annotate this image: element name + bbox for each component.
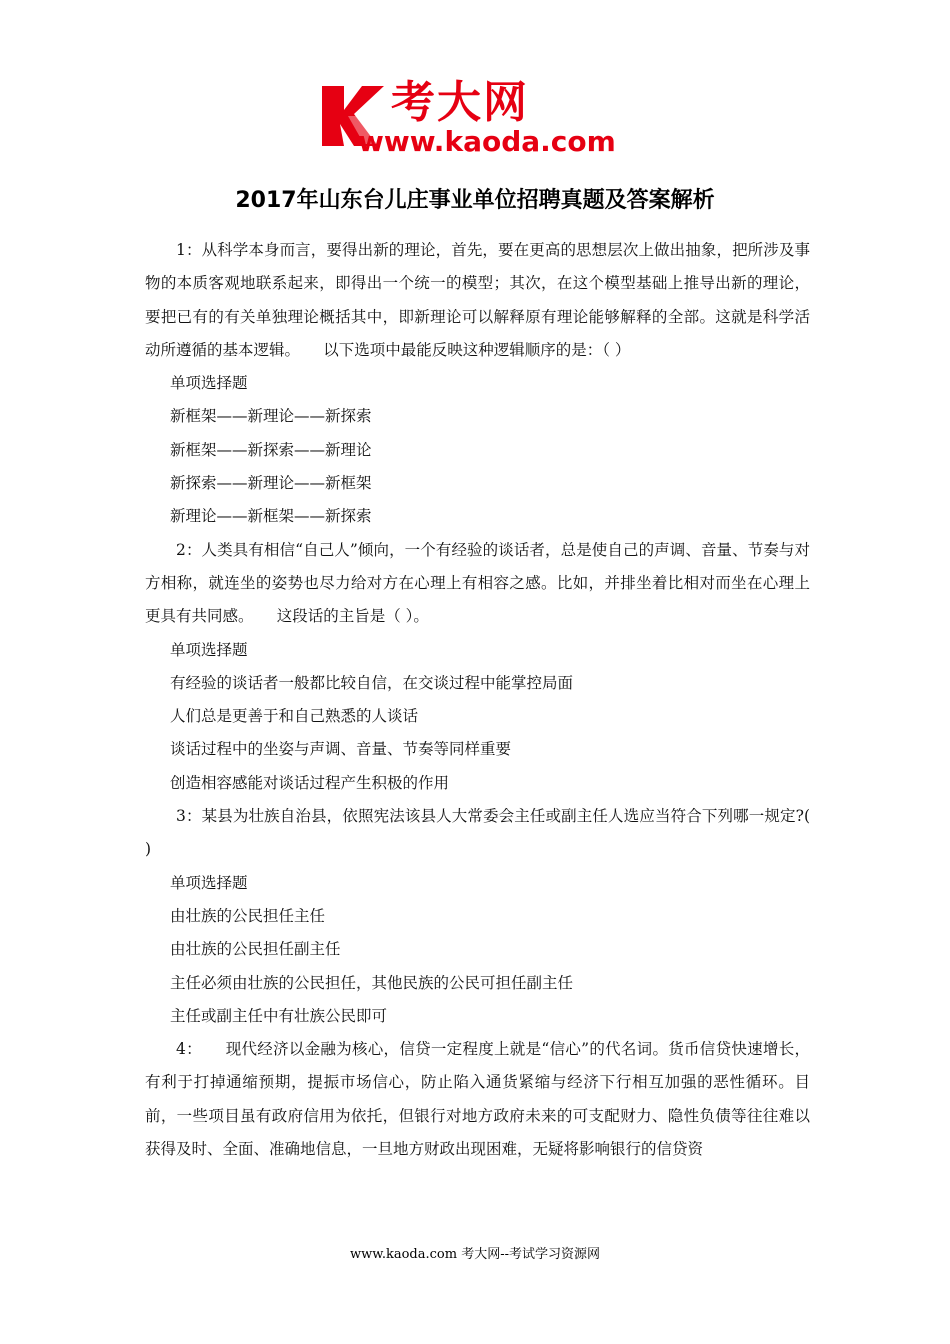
question-3-text: 3：某县为壮族自治县，依照宪法该县人大常委会主任或副主任人选应当符合下列哪一规定?( ) [145, 807, 810, 859]
question-3-option: 主任或副主任中有壮族公民即可 [170, 1006, 388, 1025]
question-2-option: 创造相容感能对谈话过程产生积极的作用 [170, 773, 450, 792]
question-3-type: 单项选择题 [170, 873, 248, 892]
question-2-text: 2：人类具有相信“自己人”倾向，一个有经验的谈话者，总是使自己的声调、音量、节奏与对方相称，就连坐的姿势也尽力给对方在心理上有相容之感。比如，并排坐着比相对而坐在心理上更具有共同感。 这段话的主旨是（ ）。 [145, 540, 810, 626]
page-title: 2017年山东台儿庄事业单位招聘真题及答案解析 [235, 188, 715, 213]
question-2-option: 谈话过程中的坐姿与声调、音量、节奏等同样重要 [170, 740, 512, 759]
logo-url-text: www.kaoda.com [358, 125, 616, 158]
question-2-option: 人们总是更善于和自己熟悉的人谈话 [170, 707, 419, 726]
question-1-option: 新探索——新理论——新框架 [170, 474, 372, 493]
question-3-option: 由壮族的公民担任主任 [170, 906, 326, 925]
page-footer[interactable]: www.kaoda.com 考大网--考试学习资源网 [350, 1247, 600, 1262]
logo-cn-text: 考大网 [391, 77, 529, 128]
question-2-type: 单项选择题 [170, 640, 248, 659]
kaoda-logo[interactable] [318, 77, 638, 162]
question-1-text: 1：从科学本身而言，要得出新的理论，首先，要在更高的思想层次上做出抽象，把所涉及事物的本质客观地联系起来，即得出一个统一的模型；其次，在这个模型基础上推导出新的理论，要把已有的有关单独理论概括其中，即新理论可以解释原有理论能够解释的全部。这就是科学活动所遵循的基本逻辑。 以下选项中最能反映这种逻辑顺序的是：（ ） [145, 241, 810, 359]
question-list [145, 234, 810, 1166]
question-3-option: 主任必须由壮族的公民担任，其他民族的公民可担任副主任 [170, 973, 574, 992]
question-4-text: 4： 现代经济以金融为核心，信贷一定程度上就是“信心”的代名词。货币信贷快速增长，有利于打掉通缩预期，提振市场信心，防止陷入通货紧缩与经济下行相互加强的恶性循环。目前，一些项目虽有政府信用为依托，但银行对地方政府未来的可支配财力、隐性负债等往往难以获得及时、全面、准确地信息，一旦地方财政出现困难，无疑将影响银行的信贷资 [145, 1040, 810, 1159]
question-1-type: 单项选择题 [170, 374, 248, 393]
question-1-option: 新框架——新理论——新探索 [170, 407, 372, 426]
question-2-option: 有经验的谈话者一般都比较自信，在交谈过程中能掌控局面 [170, 673, 574, 692]
question-1-option: 新框架——新探索——新理论 [170, 440, 372, 459]
question-3-option: 由壮族的公民担任副主任 [170, 940, 341, 959]
question-1-option: 新理论——新框架——新探索 [170, 507, 372, 526]
